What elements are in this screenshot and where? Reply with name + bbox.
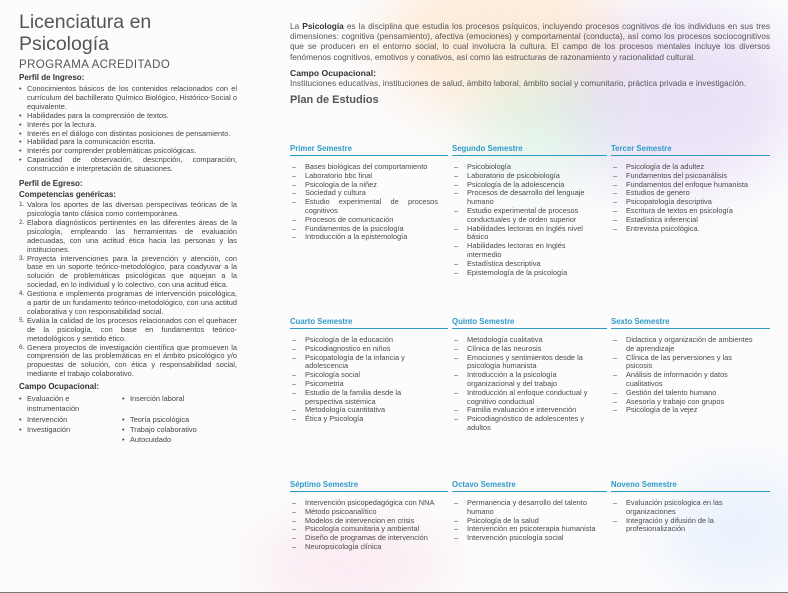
course-list — [611, 163, 770, 233]
course-item: – Sociedad y cultura — [290, 189, 438, 198]
ingreso-item: • Habilidades para la comprensión de textos. — [19, 112, 237, 121]
course-item: – Modelos de intervencion en crisis — [290, 517, 438, 526]
course-item: – Gestión del talento humano — [611, 389, 760, 398]
course-item: – Fundamentos de la psicología — [290, 225, 438, 234]
course-item: – Análisis de información y datos cualitativos — [611, 371, 760, 389]
semester-block — [611, 144, 770, 277]
competencias-list — [19, 201, 237, 379]
course-item: – Evaluación psicologica en las organizaciones — [611, 499, 760, 517]
competencia-number: 6. — [19, 343, 25, 351]
competencia-item — [19, 201, 237, 219]
campo-item: • Inserción laboral — [122, 394, 232, 414]
course-item: – Psicometria — [290, 380, 438, 389]
competencia-number: 4. — [19, 290, 25, 298]
course-item: – Psicología de la adolescencia — [452, 181, 597, 190]
course-item: – Psicodiagnostico en niños — [290, 345, 438, 354]
right-column — [290, 21, 770, 107]
course-item: – Psicopatología descriptiva — [611, 198, 760, 207]
competencia-text: Gestiona e implementa programas de intervención psicológica, a partir de un fundamento teórico-metodológico, con una actitud colaborativa y con responsabilidad social. — [27, 289, 237, 316]
semester-heading: Tercer Semestre — [611, 144, 770, 156]
competencia-item — [19, 344, 237, 380]
left-column — [19, 11, 237, 445]
semester-block — [290, 317, 452, 433]
ingreso-item: • Interés por la lectura. — [19, 121, 237, 130]
course-item: – Familia evaluación e intervención — [452, 406, 597, 415]
course-item: – Habilidades lectoras en Inglés intermedio — [452, 242, 597, 260]
competencia-text: Valora los aportes de las diversas perspectivas teóricas de la psicología tanto clásica como contemporánea. — [27, 200, 237, 218]
campo-item: • Autocuidado — [122, 435, 232, 445]
course-item: – Estudio experimental de procesos cognitivos — [290, 198, 438, 216]
course-item: – Intervención en psicoterapia humanista — [452, 525, 597, 534]
course-item: – Psicología de la salud — [452, 517, 597, 526]
course-item: – Introducción a la epistemología — [290, 233, 438, 242]
competencias-heading: Competencias genéricas: — [19, 190, 116, 200]
semester-heading: Noveno Semestre — [611, 480, 770, 492]
course-item: – Fundamentos del enfoque humanista — [611, 181, 760, 190]
page-title: Licenciatura en Psicología — [19, 11, 152, 55]
course-item: – Epistemología de la psicología — [452, 269, 597, 278]
semester-heading: Segundo Semestre — [452, 144, 607, 156]
competencia-item — [19, 219, 237, 255]
semester-row-2 — [290, 317, 770, 433]
course-item: – Psicología de la vejez — [611, 406, 760, 415]
plan-de-estudios-heading: Plan de Estudios — [290, 94, 379, 107]
campo-ocupacional-list — [19, 394, 237, 445]
semester-block — [290, 144, 452, 277]
intro-paragraph: La Psicología es la disciplina que estudia los procesos psíquicos, incluyendo procesos cognitivos de los individuos en sus tres dimensiones: cognitiva (pensamiento), afectiva (emociones) y comportamental (conducta), así como los procesos sociocognitivos que se producen en el entorno social, lo cual involucra la cultura. El campo de los procesos mentales incluye los diversos fenómenos cognitivos, emotivos y conativos, así como las estructuras de razonamiento y racionalidad cultural. — [290, 21, 770, 62]
course-item: – Bases biológicas del comportamiento — [290, 163, 438, 172]
semester-heading: Quinto Semestre — [452, 317, 607, 329]
course-item: – Neuropsicología clínica — [290, 543, 438, 552]
course-item: – Metodología cualitativa — [452, 336, 597, 345]
course-item: – Introducción al enfoque conductual y cognitivo conductual — [452, 389, 597, 407]
competencia-number: 5. — [19, 316, 25, 324]
campo-ocupacional-text: Instituciones educativas, instituciones de salud, ámbito laboral, ámbito social y comunitario, práctica privada e investigación. — [290, 77, 747, 88]
ingreso-item: • Interés por comprender problemáticas psicológicas. — [19, 147, 237, 156]
course-item: – Entrevista psicológica. — [611, 225, 760, 234]
semester-heading: Primer Semestre — [290, 144, 448, 156]
campo-item: • Intervención — [19, 415, 122, 425]
semester-block — [290, 480, 452, 552]
course-item: – Estudio experimental de procesos conductuales y de orden superior — [452, 207, 597, 225]
competencia-item — [19, 255, 237, 291]
semester-block — [611, 480, 770, 552]
campo-item: • Trabajo colaborativo — [122, 425, 232, 435]
course-list — [452, 499, 607, 543]
course-list — [611, 336, 770, 415]
competencia-text: Genera proyectos de investigación científica que promueven la comprensión de las problemáticas en el ámbito psicológico y/o propuestas de solución, con ética y responsabilidad social, mediante el trabajo colaborativo. — [27, 342, 237, 379]
campo-item: • Investigación — [19, 425, 122, 435]
course-list — [452, 336, 607, 433]
semester-heading: Octavo Semestre — [452, 480, 607, 492]
course-list — [290, 163, 448, 242]
campo-ocupacional-heading-right: Campo Ocupacional: — [290, 67, 376, 78]
course-item: – Fundamentos del psicoanálisis — [611, 172, 760, 181]
competencia-number: 1. — [19, 201, 25, 209]
course-item: – Psicodiagnóstico de adolescentes y adultos — [452, 415, 597, 433]
course-item: – Laboratorio de psicobiología — [452, 172, 597, 181]
course-item: – Emociones y sentimientos desde la psicología humanista — [452, 354, 597, 372]
semester-heading: Séptimo Semestre — [290, 480, 448, 492]
semester-block — [611, 317, 770, 433]
course-item: – Psicología de la educación — [290, 336, 438, 345]
course-item: – Estudio de la familia desde la perspectiva sistémica — [290, 389, 438, 407]
intro-bold-term: Psicología — [302, 21, 344, 31]
course-item: – Psicología de la niñez — [290, 181, 438, 190]
course-item: – Escritura de textos en psicología — [611, 207, 760, 216]
competencia-text: Proyecta intervenciones para la prevención y atención, con base en un soporte teórico-metodológico, para coadyuvar a la solución de problemáticas psicológicas que aquejan a la sociedad, en lo individual y lo colectivo, con una actitud ética. — [27, 253, 237, 290]
ingreso-item: • Interés en el diálogo con distintas posiciones de pensamiento. — [19, 130, 237, 139]
course-item: – Ética y Psicología — [290, 415, 438, 424]
semester-block — [452, 480, 611, 552]
competencia-item — [19, 290, 237, 317]
course-list — [290, 499, 448, 552]
ingreso-heading: Perfil de Ingreso: — [19, 73, 85, 82]
campo-item: • Teoría psicológica — [122, 415, 232, 425]
competencia-text: Elabora diagnósticos pertinentes en las diferentes áreas de la psicología, empleando las herramientas de evaluación adecuadas, con una actitud ética hacia las personas y las instituciones. — [27, 217, 237, 254]
competencia-text: Evalúa la calidad de los procesos relacionados con el quehacer de la psicología, con base en fundamentos teórico-metodológicos y sentido ético. — [27, 315, 237, 343]
course-item: – Estadística inferencial — [611, 216, 760, 225]
semester-row-3 — [290, 480, 770, 552]
ingreso-item: • Capacidad de observación, descripción, comparación, construcción e interpretación de situaciones. — [19, 156, 237, 174]
course-item: – Asesoría y trabajo con grupos — [611, 398, 760, 407]
course-item: – Habilidades lectoras en Inglés nivel básico — [452, 225, 597, 243]
course-item: – Estudios de genero — [611, 189, 760, 198]
semester-row-1 — [290, 144, 770, 277]
course-item: – Integración y difusión de la profesionalización — [611, 517, 760, 535]
course-item: – Psicología social — [290, 371, 438, 380]
course-item: – Didactica y organización de ambientes de aprendizaje — [611, 336, 760, 354]
ingreso-item: • Conocimientos básicos de los contenidos relacionados con el currículum del bachillerato Químico Biológico, Histórico-Social o equivalente. — [19, 85, 237, 112]
course-item: – Diseño de programas de intervención — [290, 534, 438, 543]
course-item: – Psicología comunitaria y ambiental — [290, 525, 438, 534]
course-item: – Clínica de las perversiones y las psicosis — [611, 354, 760, 372]
ingreso-list — [19, 85, 237, 174]
course-list — [290, 336, 448, 424]
course-item: – Intervención psicopedagógica con NNA — [290, 499, 438, 508]
semester-heading: Sexto Semestre — [611, 317, 770, 329]
campo-ocupacional-heading: Campo Ocupacional: — [19, 382, 100, 392]
course-item: – Método psicoanalítico — [290, 508, 438, 517]
ingreso-item: • Habilidad para la comunicación escrita. — [19, 138, 237, 147]
semester-heading: Cuarto Semestre — [290, 317, 448, 329]
semester-block — [452, 144, 611, 277]
semester-block — [452, 317, 611, 433]
course-item: – Introducción a la psicología organizacional y del trabajo — [452, 371, 597, 389]
competencia-number: 3. — [19, 254, 25, 262]
accreditation-subtitle: PROGRAMA ACREDITADO — [19, 59, 171, 71]
course-list — [611, 499, 770, 534]
course-item: – Procesos de comunicación — [290, 216, 438, 225]
course-item: – Procesos de desarrollo del lenguaje humano — [452, 189, 597, 207]
course-item: – Psicobiología — [452, 163, 597, 172]
course-list — [452, 163, 607, 277]
competencia-number: 2. — [19, 218, 25, 226]
competencia-item — [19, 317, 237, 344]
course-item: – Estadística descriptiva — [452, 260, 597, 269]
course-item: – Permanencia y desarrollo del talento humano — [452, 499, 597, 517]
egreso-heading: Perfil de Egreso: — [19, 179, 83, 189]
campo-item: • Evaluación e instrumentación — [19, 394, 122, 414]
course-item: – Psicología de la adultez — [611, 163, 760, 172]
course-item: – Metodología cuantitativa — [290, 406, 438, 415]
course-item: – Psicopatología de la infancia y adolescencia — [290, 354, 438, 372]
course-item: – Laboratorio bbc final — [290, 172, 438, 181]
course-item: – Clínica de las neurosis — [452, 345, 597, 354]
course-item: – Intervención psicología social — [452, 534, 597, 543]
